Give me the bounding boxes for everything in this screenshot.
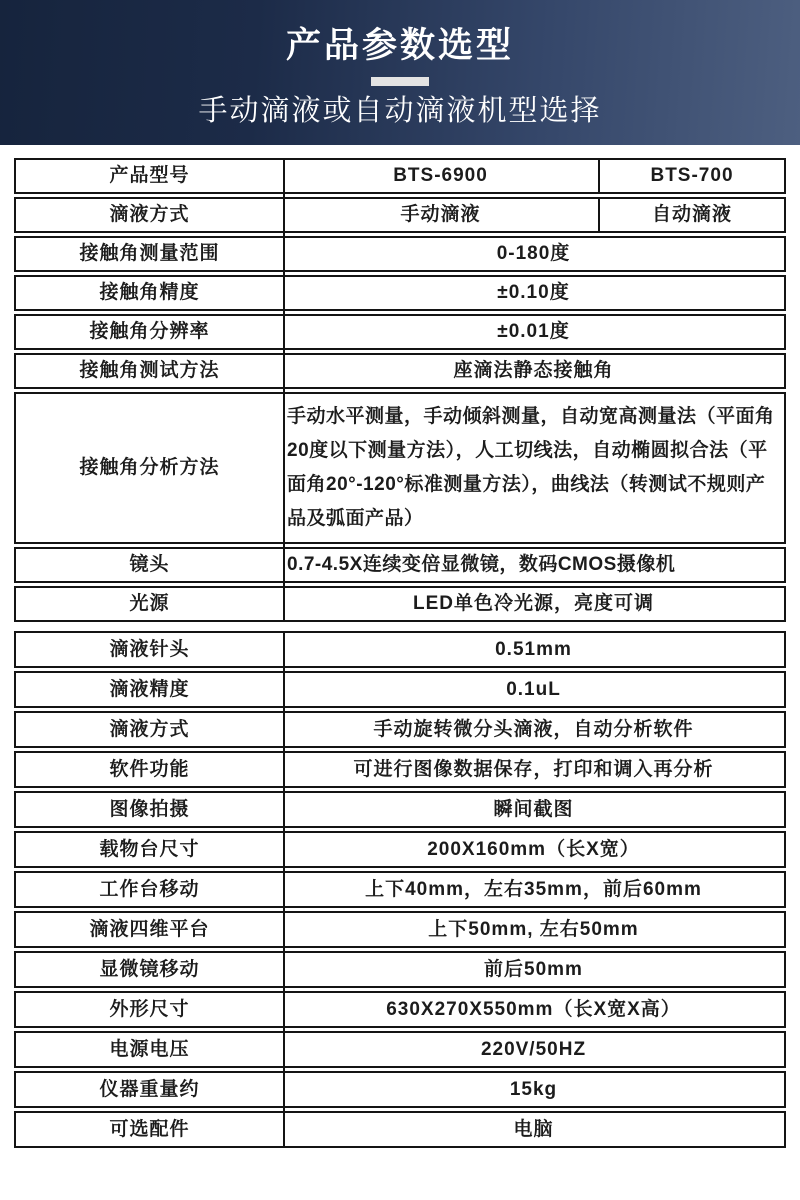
spec-label: 载物台尺寸 [99,838,200,860]
spec-label: 光源 [129,593,170,614]
table-row [14,1031,786,1068]
spec-value: 0.7-4.5X连续变倍显微镜，数码CMOS摄像机 [287,554,676,575]
table-row [14,831,786,868]
spec-value: LED单色冷光源，亮度可调 [412,593,654,614]
spec-label: 外形尺寸 [109,998,190,1020]
table-row [14,236,786,272]
spec-label: 软件功能 [109,758,190,780]
spec-label: 滴液四维平台 [89,918,210,940]
spec-value: 前后50mm [484,958,583,980]
table-row-model [14,158,786,194]
spec-value: 座滴法静态接触角 [453,360,614,381]
table-row [14,547,786,583]
spec-value: 220V/50HZ [480,1038,587,1060]
spec-value: ±0.01度 [497,321,570,342]
spec-value: 630X270X550mm（长X宽X高） [386,998,681,1020]
spec-value: 上下40mm，左右35mm，前后60mm [365,878,702,900]
table-row [14,1111,786,1148]
table-row-analysis-methods [14,392,786,544]
spec-label: 电源电压 [109,1038,190,1060]
spec-table-secondary [14,631,786,1148]
spec-label: 接触角测试方法 [79,360,220,381]
spec-value: 瞬间截图 [493,798,574,820]
spec-label: 滴液针头 [109,638,190,660]
header-banner [0,0,800,145]
spec-table-primary [14,158,786,622]
table-row [14,751,786,788]
table-row [14,631,786,668]
spec-value-model-1: BTS-6900 [393,165,488,186]
table-row [14,711,786,748]
spec-label: 滴液精度 [109,678,190,700]
spec-label: 接触角分辨率 [89,321,210,342]
spec-value: 手动旋转微分头滴液，自动分析软件 [373,718,694,740]
column-divider [283,158,285,622]
table-row [14,951,786,988]
spec-label: 镜头 [129,554,170,575]
spec-value: 0.1uL [506,678,561,700]
table-row [14,1071,786,1108]
spec-value: 可进行图像数据保存，打印和调入再分析 [353,758,714,780]
table-row [14,671,786,708]
page-subtitle: 手动滴液或自动滴液机型选择 [198,95,602,127]
spec-label: 仪器重量约 [99,1078,200,1100]
spec-label: 显微镜移动 [99,958,200,980]
table-row [14,791,786,828]
table-row [14,871,786,908]
spec-label: 产品型号 [109,165,190,186]
spec-value: 电脑 [513,1118,554,1140]
spec-value: 0.51mm [495,638,572,660]
table-row [14,991,786,1028]
spec-value-model-2: BTS-700 [598,160,784,192]
spec-label: 工作台移动 [99,878,200,900]
spec-label: 接触角分析方法 [79,457,220,478]
spec-label: 滴液方式 [109,204,190,225]
spec-value: 15kg [509,1078,558,1100]
spec-value: 200X160mm（长X宽） [427,838,640,860]
spec-value-mode-1: 手动滴液 [400,204,481,225]
table-row-dosing-mode [14,197,786,233]
table-row [14,911,786,948]
spec-label: 可选配件 [109,1118,190,1140]
spec-value: 手动水平测量，手动倾斜测量，自动宽高测量法（平面角20度以下测量方法），人工切线法，自动椭圆拟合法（平面角20°-120°标准测量方法），曲线法（转测试不规则产品及弧面产品） [287,406,775,529]
spec-label: 滴液方式 [109,718,190,740]
table-row [14,353,786,389]
table-row [14,314,786,350]
spec-value-mode-2: 自动滴液 [598,199,784,231]
spec-value: ±0.10度 [497,282,570,303]
page-title: 产品参数选型 [285,26,514,65]
spec-value: 0-180度 [496,243,571,264]
table-row [14,586,786,622]
spec-label: 接触角精度 [99,282,200,303]
spec-label: 图像拍摄 [109,798,190,820]
spec-value: 上下50mm, 左右50mm [428,918,639,940]
header-divider [371,77,429,86]
column-divider [283,631,285,1148]
table-row [14,275,786,311]
spec-label: 接触角测量范围 [79,243,220,264]
spec-tables [14,158,786,1148]
